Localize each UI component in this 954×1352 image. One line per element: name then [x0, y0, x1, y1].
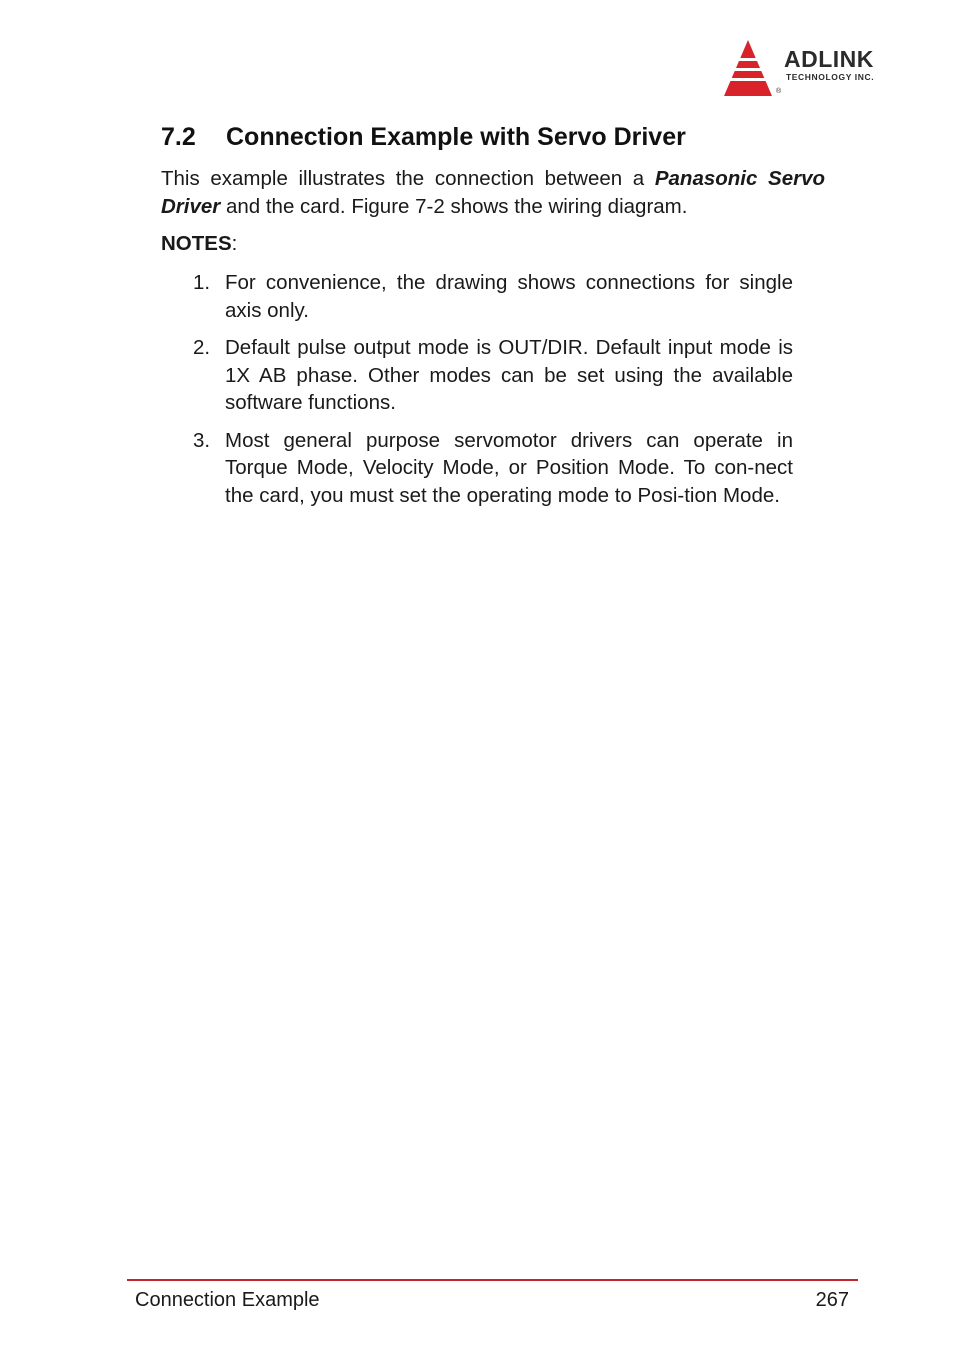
list-item-text: Most general purpose servomotor drivers can operate in Torque Mode, Velocity Mode, or Position Mode. To con-nect the card, you must set the operating mode to Posi-tion Mode. — [225, 428, 793, 507]
notes-label-suffix: : — [231, 232, 238, 255]
adlink-logo — [722, 38, 912, 100]
list-item — [193, 427, 793, 510]
intro-paragraph — [161, 165, 825, 220]
list-item-text: Default pulse output mode is OUT/DIR. Default input mode is 1X AB phase. Other modes can be set using the available software functions. — [225, 336, 793, 414]
intro-emphasis: Panasonic Servo Driver — [161, 167, 825, 218]
notes-list — [193, 269, 793, 519]
logo-tagline: TECHNOLOGY INC. — [786, 72, 875, 82]
list-item-marker: 2. — [193, 336, 211, 359]
list-item-text: For convenience, the drawing shows connections for single axis only. — [225, 271, 793, 322]
list-item-marker: 3. — [193, 428, 211, 452]
notes-label — [161, 230, 237, 258]
logo-wordmark: ADLINK — [784, 46, 874, 72]
footer-chapter-title: Connection Example — [135, 1289, 320, 1311]
section-heading — [161, 120, 686, 154]
intro-text-after: and the card. Figure 7-2 shows the wiring diagram. — [220, 194, 688, 218]
list-item — [193, 269, 793, 324]
list-item — [193, 334, 793, 417]
notes-label-text: NOTES — [161, 232, 232, 255]
footer-divider — [127, 1279, 858, 1281]
section-number: 7.2 — [161, 123, 196, 151]
footer-page-number: 267 — [815, 1289, 849, 1311]
logo-registered-mark: ® — [776, 88, 782, 95]
adlink-triangle-icon — [722, 38, 782, 98]
intro-text-before: This example illustrates the connection between a — [161, 167, 655, 190]
list-item-marker: 1. — [193, 271, 211, 294]
section-title: Connection Example with Servo Driver — [226, 123, 686, 151]
